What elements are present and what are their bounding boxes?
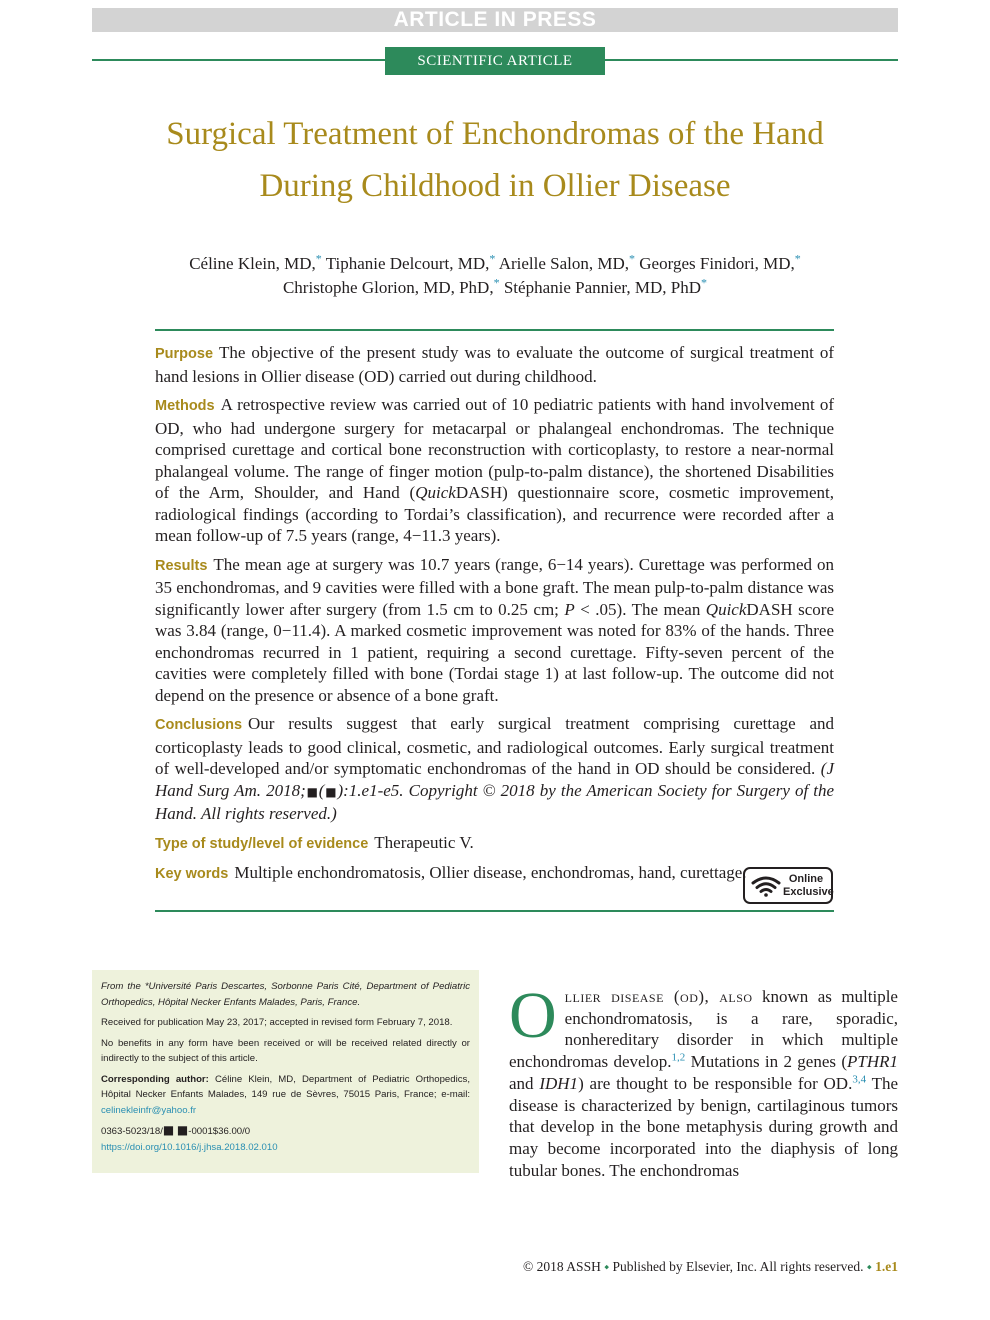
body-text-run: ) are thought to be responsible for OD. bbox=[578, 1073, 853, 1093]
abstract-label: Type of study/level of evidence bbox=[155, 835, 369, 852]
footer-separator: ⬩ bbox=[866, 1259, 872, 1274]
affiliation-note bbox=[101, 979, 470, 1010]
affiliation-mark[interactable]: * bbox=[489, 251, 496, 266]
author[interactable]: Georges Finidori, MD, bbox=[639, 254, 795, 273]
article-info-box bbox=[92, 970, 479, 1173]
abstract-text: The objective of the present study was to evaluate the outcome of surgical treatment of hand lesions in Ollier disease (OD) carried out during childhood. bbox=[155, 343, 834, 386]
reference-link[interactable]: 1,2 bbox=[671, 1051, 686, 1064]
page-footer bbox=[523, 1258, 898, 1276]
placeholder-block: ■ bbox=[305, 784, 319, 799]
author[interactable]: Céline Klein, MD, bbox=[189, 254, 316, 273]
affiliation-mark[interactable]: * bbox=[493, 275, 500, 290]
corresponding-text: Céline Klein, MD, Department of Pediatric Orthopedics, Hôpital Necker Enfants Malades, 149 rue de Sèvres, 75015 Paris, France; e-mail: bbox=[101, 1073, 470, 1100]
author[interactable]: Tiphanie Delcourt, MD, bbox=[325, 254, 490, 273]
corresponding-author bbox=[101, 1072, 470, 1119]
page-number: 1.e1 bbox=[875, 1259, 898, 1274]
placeholder-block: ■ bbox=[176, 1123, 189, 1137]
body-text bbox=[509, 979, 899, 1181]
abstract-text: DASH score was 3.84 (range, 0−11.4). A marked cosmetic improvement was noted for 83% of the hands. Three enchondromas recurred in 1 patient, requiring a second curettage. Fifty-seven percent of the cavities were completely filled with bone (Tordai stage 1) at last follow-up. The outcome did not depend on the presence or absence of a bone graft. bbox=[155, 599, 835, 705]
abstract-text: Quick bbox=[705, 599, 747, 619]
abstract-text: The mean age at surgery was 10.7 years (range, 6−14 years). Curettage was performed on 35 enchondromas, and 9 cavities were filled with a bone graft. The mean pulp-to-palm distance was significantly lower after surgery (from 1.5 cm to 0.25 cm; bbox=[155, 554, 834, 619]
benefits-note: No benefits in any form have been received or will be received related directly or indirectly to the subject of this article. bbox=[101, 1037, 470, 1064]
footer-copyright: © 2018 ASSH bbox=[523, 1259, 601, 1274]
citation-text: ( bbox=[318, 780, 325, 800]
abstract-text: A retrospective review was carried out of 10 pediatric patients with hand involvement of OD, who had undergone surgery for metacarpal or phalangeal enchondromas. The technique comprised curettage and cortical bone reconstruction with corticoplasty, to restore a near-normal phalangeal volume. The range of finger motion (pulp-to-palm distance), the shortened Disabilities of the Arm, Shoulder, and Hand ( bbox=[155, 395, 834, 502]
badge-line: Online bbox=[788, 873, 824, 885]
email-link[interactable]: celinekleinfr@yahoo.fr bbox=[101, 1104, 197, 1116]
article-title: Surgical Treatment of Enchondromas of the Hand During Childhood in Ollier Disease bbox=[166, 116, 824, 205]
abstract-text: Our results suggest that early surgical treatment comprising curettage and corticoplasty leads to good clinical, cosmetic, and radiological outcomes. Early surgical treatment of well-developed and/or symptomatic enchondromas of the hand in OD should be considered. bbox=[155, 714, 834, 778]
author-list bbox=[110, 252, 880, 300]
abstract bbox=[155, 342, 834, 893]
abstract-results bbox=[155, 554, 834, 707]
author[interactable]: Christophe Glorion, MD, PhD, bbox=[282, 278, 494, 297]
footer-separator: ⬩ bbox=[604, 1259, 610, 1274]
gene-name: IDH1 bbox=[539, 1073, 579, 1093]
placeholder-block: ■ bbox=[324, 784, 338, 799]
section-tag: SCIENTIFIC ARTICLE bbox=[385, 47, 605, 75]
badge-line: Exclusive bbox=[783, 886, 834, 898]
badge-label bbox=[783, 873, 834, 899]
abstract-bottom-rule bbox=[155, 910, 834, 912]
issn-doi bbox=[101, 1123, 470, 1155]
wifi-icon bbox=[751, 875, 781, 897]
abstract-text: P bbox=[564, 599, 575, 619]
footer-publisher: Published by Elsevier, Inc. All rights reserved. bbox=[612, 1259, 864, 1274]
abstract-type bbox=[155, 832, 834, 856]
reference-link[interactable]: 3,4 bbox=[852, 1073, 867, 1086]
affiliation-mark[interactable]: * bbox=[629, 251, 636, 266]
corresponding-label: Corresponding author: bbox=[101, 1073, 209, 1085]
abstract-methods bbox=[155, 394, 834, 547]
body-text-run: Mutations in 2 genes ( bbox=[685, 1052, 848, 1072]
abstract-purpose bbox=[155, 342, 834, 387]
affiliation-mark[interactable]: * bbox=[315, 251, 322, 266]
abstract-label: Results bbox=[155, 557, 208, 574]
affiliation-mark[interactable]: * bbox=[701, 275, 708, 290]
abstract-text: Therapeutic V. bbox=[374, 832, 474, 852]
article-in-press-banner: ARTICLE IN PRESS bbox=[92, 8, 898, 32]
issn-text: 0363-5023/18/ bbox=[101, 1126, 163, 1137]
online-exclusive-badge[interactable] bbox=[743, 867, 833, 904]
lead-in: llier disease (od), also bbox=[564, 987, 753, 1006]
abstract-label: Methods bbox=[155, 398, 215, 414]
abstract-label: Key words bbox=[155, 866, 229, 882]
issn-text: -0001$36.00/0 bbox=[188, 1126, 251, 1137]
abstract-text: DASH) questionnaire score, cosmetic improvement, radiological findings (according to Tordai’s classification), and recurrence were recorded after a mean follow-up of 7.5 years (range, 4−11.3 years). bbox=[155, 483, 834, 545]
citation-text: ):1.e1-e5. Copyright © 2018 by the American Society for Surgery of the Hand. All rights reserved.) bbox=[155, 780, 835, 823]
affiliation-mark[interactable]: * bbox=[794, 251, 801, 266]
abstract-label: Purpose bbox=[155, 346, 214, 362]
abstract-keywords bbox=[155, 862, 834, 886]
gene-name: PTHR1 bbox=[847, 1052, 899, 1072]
abstract-label: Conclusions bbox=[155, 717, 243, 733]
body-text-run: known as multiple enchondromatosis, is a rare, sporadic, nonhereditary disorder in which multiple enchondromas develop. bbox=[509, 987, 898, 1072]
body-text-run: and bbox=[509, 1073, 540, 1093]
body-text-run: The disease is characterized by benign, cartilaginous tumors that develop in the bone metaphysis during growth and may become incorporated into the diaphysis of long tubular bones. The enchondromas bbox=[509, 1073, 898, 1180]
abstract-text: < .05). The mean bbox=[574, 599, 706, 619]
abstract-top-rule bbox=[155, 329, 834, 331]
received-note: Received for publication May 23, 2017; accepted in revised form February 7, 2018. bbox=[101, 1017, 453, 1028]
citation-text: (J Hand Surg Am. 2018; bbox=[155, 759, 834, 800]
placeholder-block: ■ bbox=[162, 1123, 175, 1137]
abstract-text: Multiple enchondromatosis, Ollier disease, enchondromas, hand, curettage. bbox=[234, 863, 747, 882]
author[interactable]: Stéphanie Pannier, MD, PhD bbox=[503, 278, 702, 297]
doi-link[interactable]: https://doi.org/10.1016/j.jhsa.2018.02.010 bbox=[101, 1141, 278, 1153]
affiliation-text: From the *Université Paris Descartes, Sorbonne Paris Cité, Department of Pediatric Orthopedics, Hôpital Necker Enfants Malades, Paris, France. bbox=[101, 981, 470, 1008]
drop-cap: O bbox=[509, 979, 557, 1052]
abstract-conclusions bbox=[155, 713, 834, 825]
author[interactable]: Arielle Salon, MD, bbox=[498, 254, 630, 273]
abstract-text: Quick bbox=[415, 483, 456, 502]
